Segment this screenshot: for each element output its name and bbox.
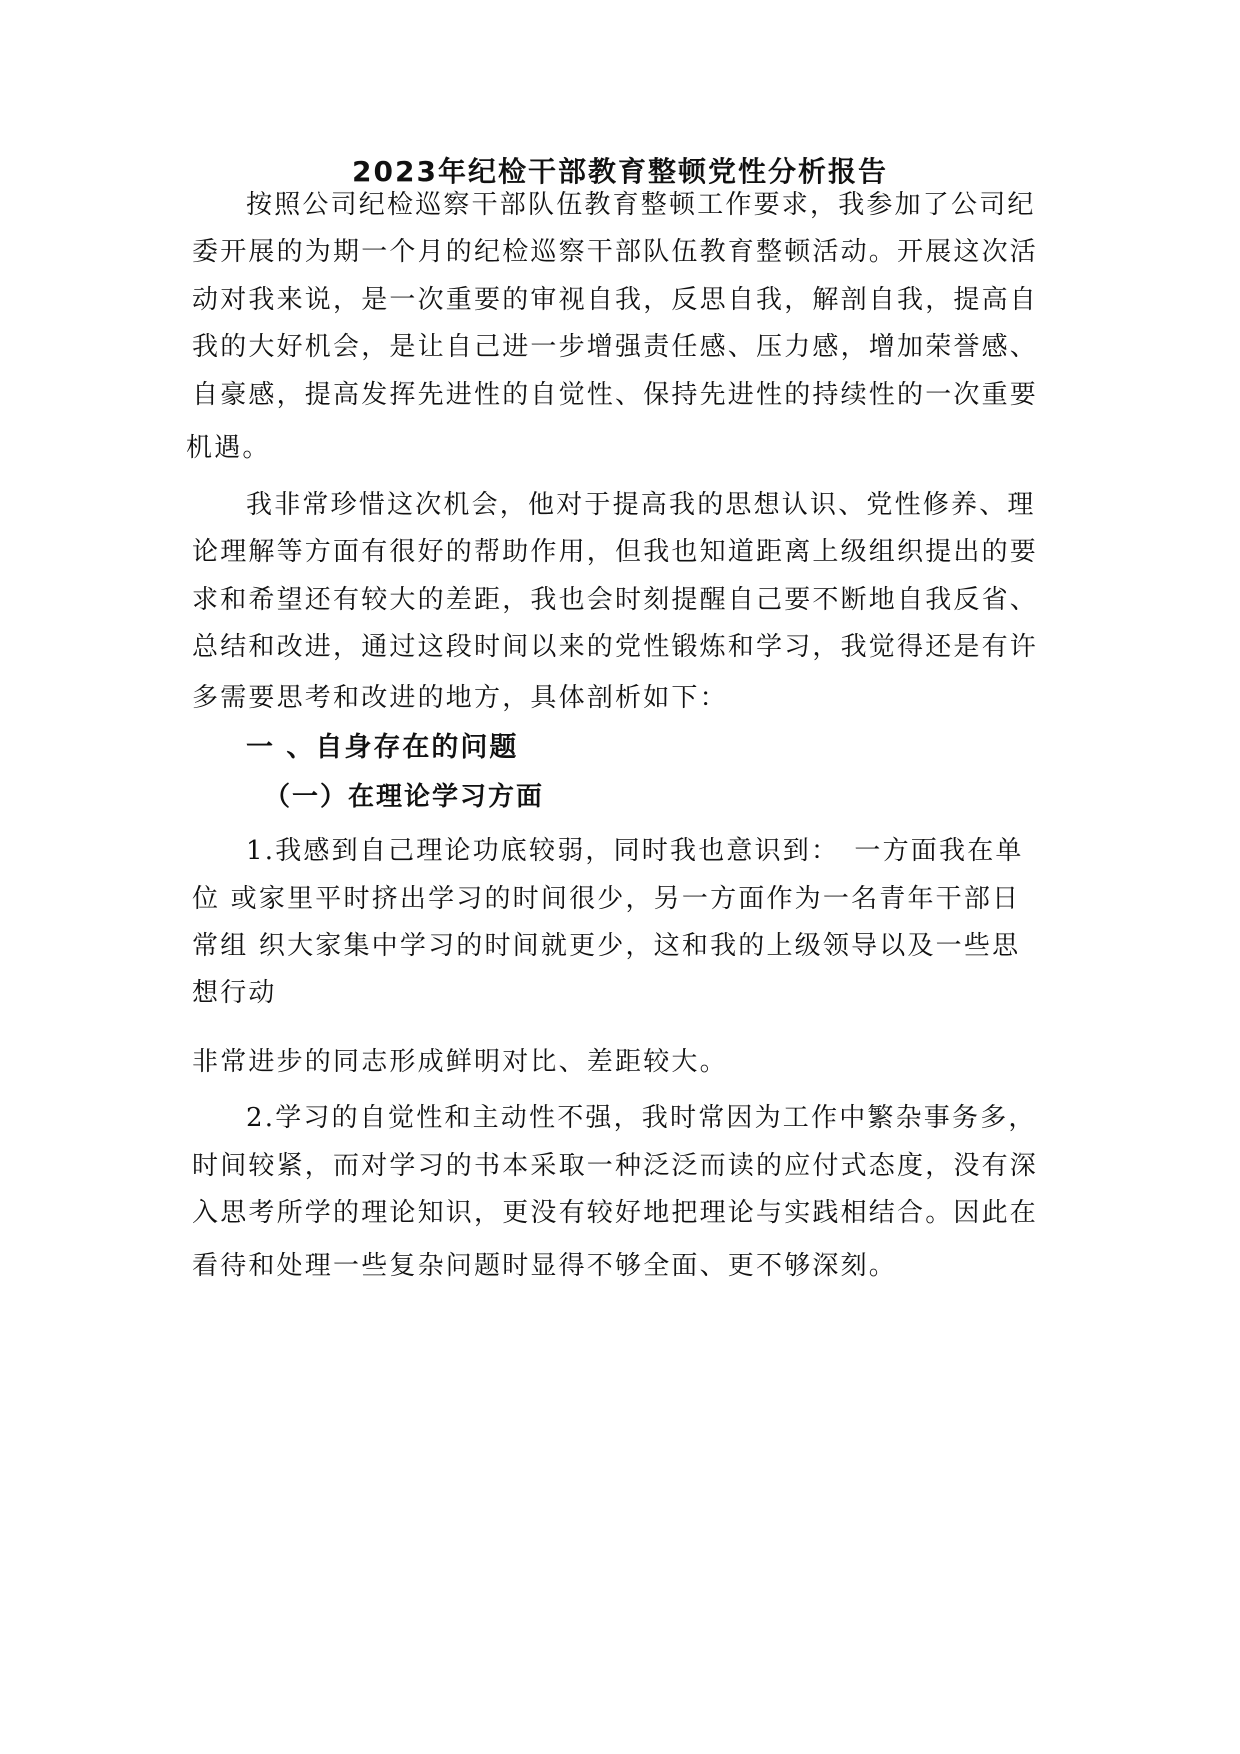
text-line: 常组 织大家集中学习的时间就更少，这和我的上级领导以及一些思 — [192, 931, 1021, 961]
text-line: 按照公司纪检巡察干部队伍教育整顿工作要求，我参加了公司纪 — [246, 190, 1036, 220]
section-heading: 一 、自身存在的问题 — [246, 732, 519, 763]
text-line: 委开展的为期一个月的纪检巡察干部队伍教育整顿活动。开展这次活 — [192, 237, 1039, 267]
text-line: 动对我来说，是一次重要的审视自我，反思自我，解剖自我，提高自 — [192, 285, 1039, 315]
text-line: 总结和改进，通过这段时间以来的党性锻炼和学习，我觉得还是有许 — [192, 632, 1039, 662]
text-line: 时间较紧，而对学习的书本采取一种泛泛而读的应付式态度，没有深 — [192, 1151, 1039, 1181]
text-line: 自豪感，提高发挥先进性的自觉性、保持先进性的持续性的一次重要 — [192, 380, 1039, 410]
text-line: 机遇。 — [186, 433, 271, 463]
text-line: 2.学习的自觉性和主动性不强，我时常因为工作中繁杂事务多， — [246, 1103, 1037, 1133]
text-line: 论理解等方面有很好的帮助作用，但我也知道距离上级组织提出的要 — [192, 537, 1039, 567]
text-line: 位 或家里平时挤出学习的时间很少，另一方面作为一名青年干部日 — [192, 884, 1021, 914]
text-line: 求和希望还有较大的差距，我也会时刻提醒自己要不断地自我反省、 — [192, 585, 1039, 615]
text-line: 看待和处理一些复杂问题时显得不够全面、更不够深刻。 — [192, 1251, 898, 1281]
text-line: 想行动 — [192, 978, 277, 1008]
text-line: 入思考所学的理论知识，更没有较好地把理论与实践相结合。因此在 — [192, 1198, 1039, 1228]
text-line: 1.我感到自己理论功底较弱，同时我也意识到： 一方面我在单 — [246, 836, 1024, 866]
section-subheading: （一）在理论学习方面 — [264, 782, 545, 812]
text-line: 我非常珍惜这次机会，他对于提高我的思想认识、党性修养、理 — [246, 490, 1036, 520]
text-line: 多需要思考和改进的地方，具体剖析如下： — [192, 683, 728, 713]
text-line: 非常进步的同志形成鲜明对比、差距较大。 — [192, 1047, 728, 1077]
text-line: 我的大好机会，是让自己进一步增强责任感、压力感，增加荣誉感、 — [192, 332, 1039, 362]
document-title: 2023年纪检干部教育整顿党性分析报告 — [352, 155, 888, 188]
